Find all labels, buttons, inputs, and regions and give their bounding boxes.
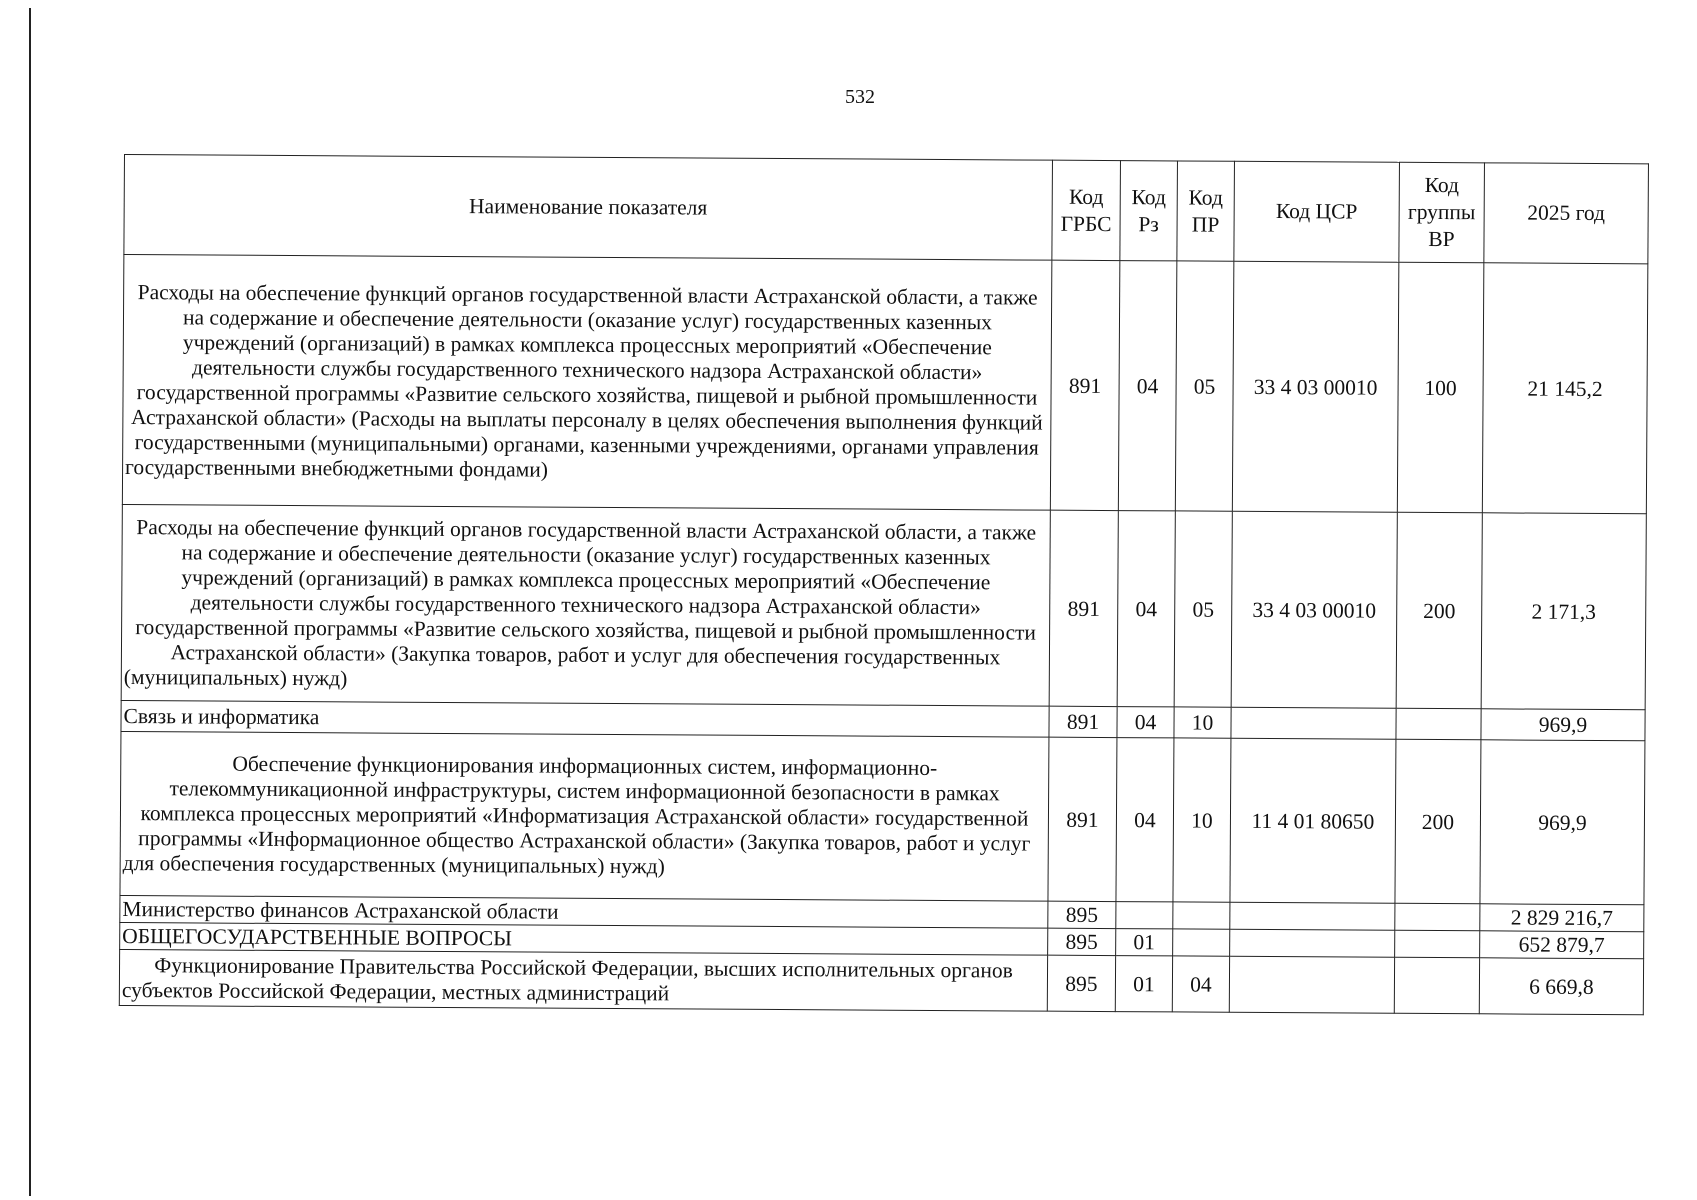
- row-amount: 2 171,3: [1481, 513, 1646, 710]
- header-csr: Код ЦСР: [1234, 161, 1400, 262]
- row-grbs: 895: [1047, 955, 1115, 1011]
- row-rz: 01: [1116, 929, 1173, 956]
- row-amount: 969,9: [1481, 709, 1645, 741]
- row-amount: 969,9: [1480, 740, 1645, 905]
- table-row: [119, 949, 1643, 1014]
- row-name: Министерство финансов Астраханской области: [120, 895, 1048, 928]
- table-row: [121, 504, 1646, 709]
- row-amount: 652 879,7: [1480, 931, 1644, 959]
- row-csr: [1231, 707, 1396, 739]
- row-amount: 21 145,2: [1482, 263, 1648, 514]
- row-rz: 01: [1115, 956, 1172, 1012]
- row-name: Расходы на обеспечение функций органов государственной власти Астраханской области, а также на содержание и обеспечение деятельности (оказание услуг) государственных казенных учреждений (организаций) в рамках комплекса процессных мероприятий «Обеспечение деятельности службы государственного технического надзора Астраханской области» государственной программы «Развитие сельского хозяйства, пищевой и рыбной промышленности Астраханской области» (Расходы на выплаты персоналу в целях обеспечения выполнения функций государственными (муниципальными) органами, казенными учреждениями, органами управления государственными внебюджетными фондами): [122, 255, 1052, 511]
- row-rz: 04: [1117, 511, 1175, 707]
- row-vr: [1395, 930, 1480, 958]
- header-pr: Код ПР: [1177, 161, 1235, 261]
- row-name: Расходы на обеспечение функций органов государственной власти Астраханской области, а также на содержание и обеспечение деятельности (оказание услуг) государственных казенных учреждений (организаций) в рамках комплекса процессных мероприятий «Обеспечение деятельности службы государственного технического надзора Астраханской области» государственной программы «Развитие сельского хозяйства, пищевой и рыбной промышленности Астраханской области» (Закупка товаров, работ и услуг для обеспечения государственных (муниципальных) нужд): [121, 504, 1050, 706]
- row-pr: 10: [1174, 707, 1231, 738]
- row-csr: [1229, 956, 1394, 1013]
- row-grbs: 891: [1050, 260, 1120, 510]
- row-name: ОБЩЕГОСУДАРСТВЕННЫЕ ВОПРОСЫ: [120, 922, 1048, 955]
- row-rz: [1116, 902, 1173, 929]
- row-csr: [1230, 929, 1395, 957]
- header-vr: Код группы ВР: [1399, 162, 1485, 263]
- row-pr: 04: [1172, 956, 1229, 1012]
- budget-table: [119, 154, 1649, 1015]
- row-pr: 05: [1174, 511, 1232, 707]
- row-rz: 04: [1118, 261, 1177, 511]
- row-csr: 33 4 03 00010: [1231, 511, 1397, 708]
- row-rz: 04: [1117, 707, 1174, 738]
- row-amount: 6 669,8: [1479, 958, 1643, 1015]
- row-vr: [1395, 903, 1480, 931]
- row-pr: [1173, 902, 1230, 929]
- row-grbs: 891: [1049, 706, 1117, 737]
- row-name: Обеспечение функционирования информационных систем, информационно-телекоммуникационной инфраструктуры, систем информационной безопасности в рамках комплекса процессных мероприятий «Информатизация Астраханской области» государственной программы «Информационное общество Астраханской области» (Закупка товаров, работ и услуг для обеспечения государственных (муниципальных) нужд): [120, 731, 1049, 901]
- row-grbs: 895: [1048, 901, 1116, 928]
- row-vr: 100: [1397, 262, 1484, 513]
- table-row: [122, 255, 1647, 514]
- row-vr: 200: [1396, 512, 1482, 709]
- page-number: 532: [845, 86, 875, 108]
- binding-margin-line: [29, 8, 31, 1196]
- row-pr: [1173, 929, 1230, 956]
- row-pr: 10: [1173, 738, 1231, 902]
- row-rz: 04: [1116, 738, 1174, 902]
- row-vr: [1394, 957, 1479, 1014]
- header-grbs: Код ГРБС: [1052, 160, 1121, 260]
- row-grbs: 895: [1048, 928, 1116, 955]
- row-csr: 33 4 03 00010: [1232, 261, 1399, 512]
- row-pr: 05: [1175, 261, 1234, 511]
- header-rz: Код Рз: [1120, 161, 1178, 261]
- table-header-row: [124, 155, 1649, 264]
- table-row: [120, 731, 1645, 904]
- row-csr: [1230, 902, 1395, 930]
- row-grbs: 891: [1049, 510, 1118, 706]
- row-vr: 200: [1395, 739, 1481, 904]
- row-vr: [1396, 708, 1481, 740]
- row-grbs: 891: [1048, 737, 1117, 901]
- row-amount: 2 829 216,7: [1480, 904, 1644, 932]
- row-name: Функционирование Правительства Российской Федерации, высших исполнительных органов субъектов Российской Федерации, местных администраций: [119, 949, 1047, 1011]
- row-csr: 11 4 01 80650: [1230, 738, 1396, 903]
- row-name: Связь и информатика: [121, 700, 1049, 737]
- header-name: Наименование показателя: [124, 155, 1053, 261]
- header-year: 2025 год: [1484, 163, 1649, 264]
